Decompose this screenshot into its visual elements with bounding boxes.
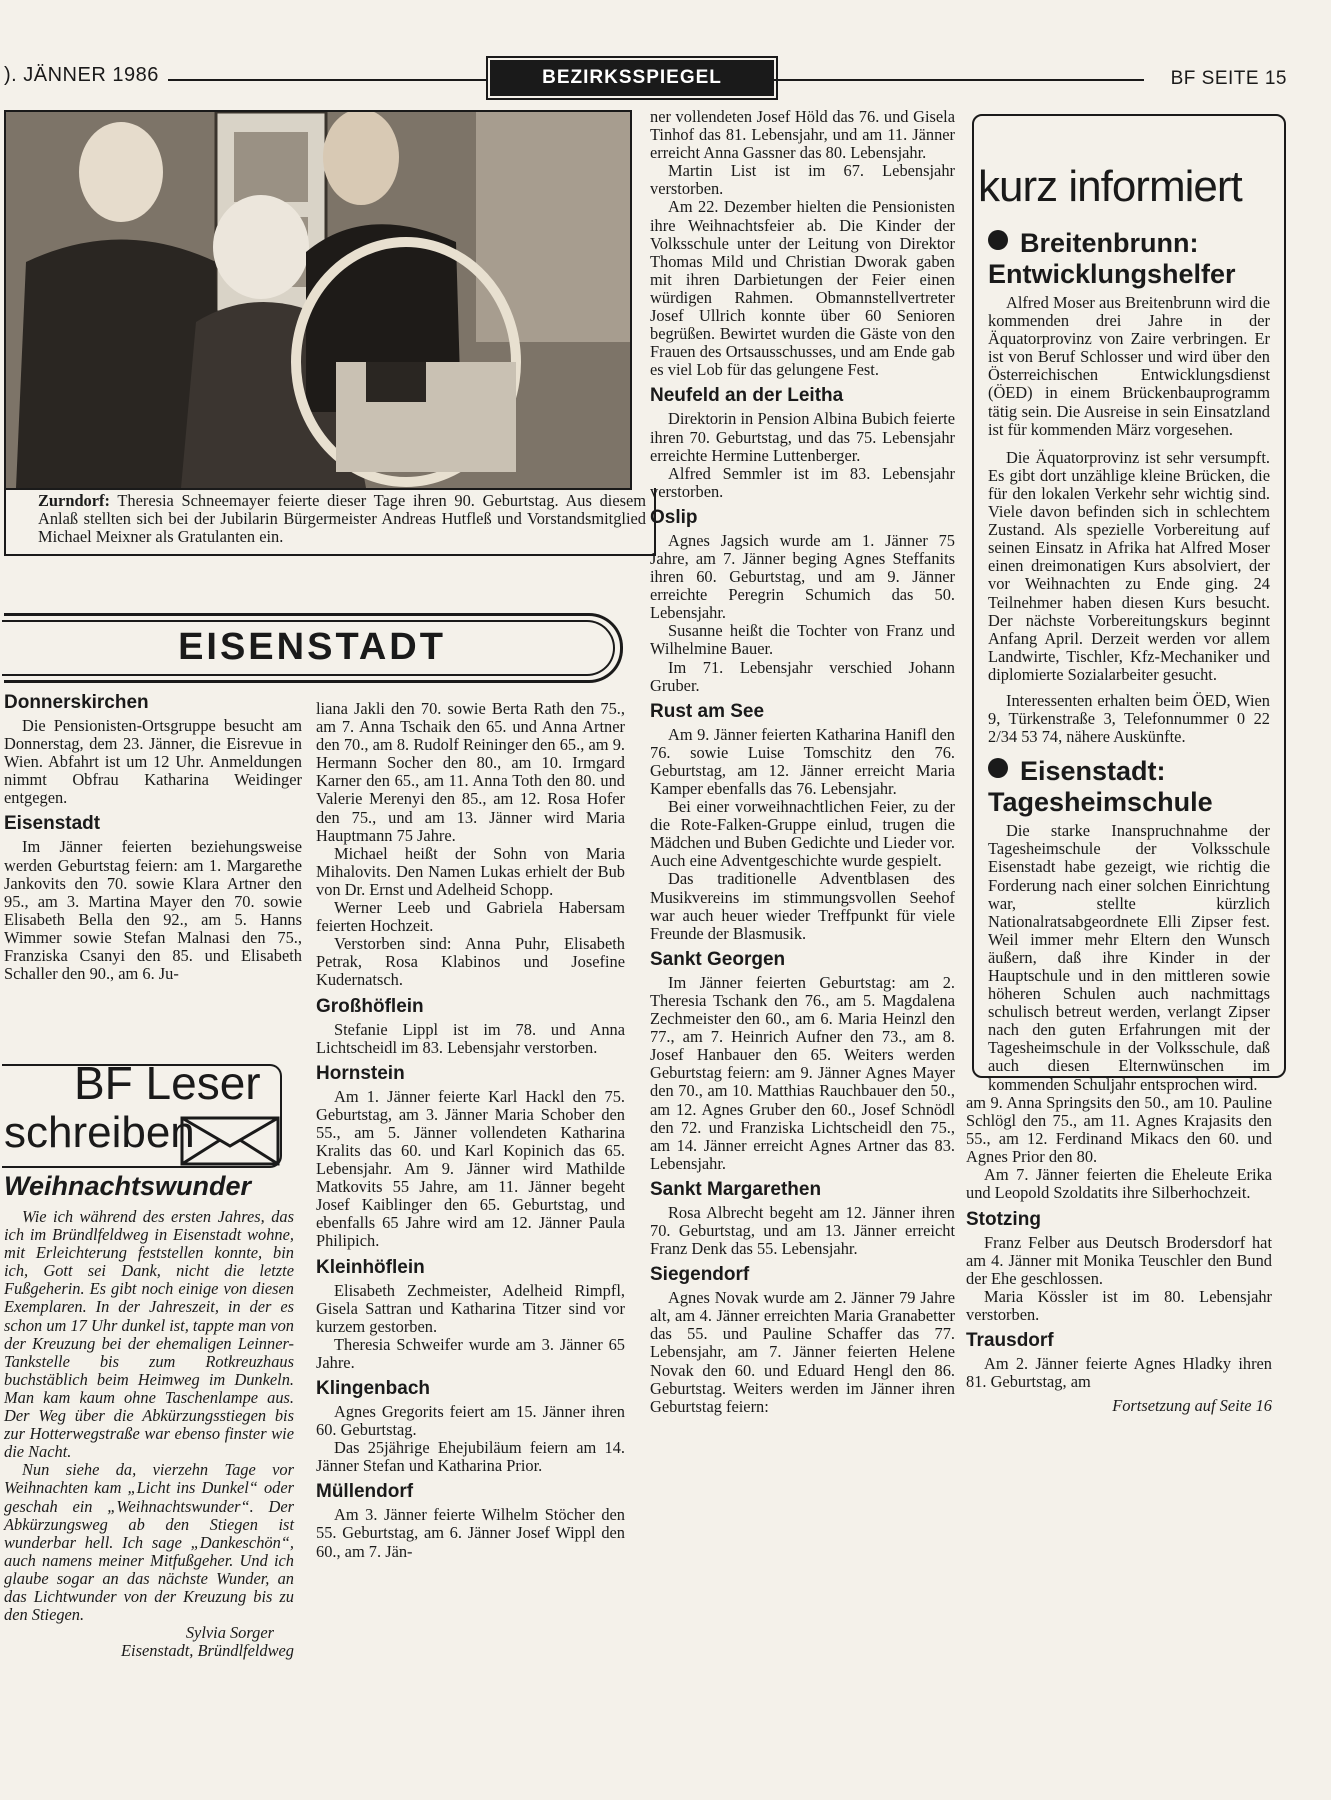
paragraph: Agnes Jagsich wurde am 1. Jänner 75 Jahre, am 7. Jänner beging Agnes Steffanits ihren 60. Geburtstag, und am 9. Jänner erreichte Peregrin Schumich das 50. Lebensjahr. xyxy=(650,530,955,623)
paragraph: Direktorin in Pension Albina Bubich feierte ihren 70. Geburtstag, und das 75. Lebensjahr erreichte Hermine Luttenberger. xyxy=(650,409,955,465)
banner-title: EISENSTADT xyxy=(178,626,446,668)
column-2 xyxy=(316,700,625,1561)
caption-title: Zurndorf: xyxy=(38,491,110,510)
heading-rust-am-see: Rust am See xyxy=(650,700,765,722)
paragraph: am 9. Anna Springsits den 50., am 10. Pauline Schlögl den 75., am 11. Agnes Krajasits den 55., am 12. Ferdinand Mikacs den 60. und Agnes Prior den 80. xyxy=(966,1093,1272,1167)
heading-siegendorf: Siegendorf xyxy=(650,1264,750,1286)
letter-signature: Sylvia Sorger xyxy=(185,1623,274,1643)
section-title: BEZIRKSSPIEGEL xyxy=(490,60,774,96)
paragraph: Im 71. Lebensjahr verschied Johann Gruber. xyxy=(650,657,955,695)
kurz-informiert-title: kurz informiert xyxy=(978,162,1242,211)
paragraph: Martin List ist im 67. Lebensjahr verstorben. xyxy=(650,161,955,199)
paragraph: Rosa Albrecht begeht am 12. Jänner ihren 70. Geburtstag, und am 13. Jänner erreicht Franz Denk das 55. Lebensjahr. xyxy=(650,1202,955,1259)
paragraph: Susanne heißt die Tochter von Franz und Wilhelmine Bauer. xyxy=(650,621,955,659)
heading-line-2: Tagesheimschule xyxy=(988,787,1213,818)
continuation-note: Fortsetzung auf Seite 16 xyxy=(1112,1396,1272,1416)
paragraph: Verstorben sind: Anna Puhr, Elisabeth Petrak, Rosa Klabinos und Josefine Kudernatsch. xyxy=(316,934,625,990)
paragraph: ner vollendeten Josef Höld das 76. und Gisela Tinhof das 81. Lebensjahr, und am 11. Jänner erreicht Anna Gassner das 80. Lebensjahr. xyxy=(650,107,955,163)
paragraph: Agnes Gregorits feiert am 15. Jänner ihren 60. Geburtstag. xyxy=(316,1402,625,1440)
paragraph: Michael heißt der Sohn von Maria Mihalovits. Den Namen Lukas erhielt der Bub von Dr. Ernst und Adelheid Schopp. xyxy=(316,843,625,899)
heading-line-2: Entwicklungshelfer xyxy=(988,259,1236,289)
paragraph: Franz Felber aus Deutsch Brodersdorf hat am 4. Jänner mit Monika Teuschler den Bund der Ehe geschlossen. xyxy=(966,1232,1272,1288)
eisenstadt-banner xyxy=(4,613,623,683)
paragraph: Am 3. Jänner feierte Wilhelm Stöcher den 55. Geburtstag, am 6. Jänner Josef Wippl den 60., am 7. Jän- xyxy=(316,1505,625,1561)
header-rule-left xyxy=(168,79,490,81)
paragraph: Die starke Inanspruchnahme der Tagesheimschule der Volksschule Eisenstadt habe gezeigt, wie richtig die Forderung nach einer solchen Einrichtung war, stellte kürzlich Nationalratsabgeordnete Elli Zipser fest. Weil immer mehr Eltern den Wunsch äußern, daß ihre Kinder in der Hauptschule und in den mittleren sowie höheren Schulen auch nachmittags schulisch betreut werden, verlangt Zipser nach den guten Erfahrungen mit der Tagesheimschule in der Volksschule, daß auch diesen Elternwünschen im kommenden Schuljahr entsprochen wird. xyxy=(988,821,1270,1094)
paragraph: Bei einer vorweihnachtlichen Feier, zu der die Rote-Falken-Gruppe einlud, trugen die Mädchen und Buben Gedichte und Lieder vor. Auch eine Adventgeschichte wurde gespielt. xyxy=(650,797,955,871)
issue-date: ). JÄNNER 1986 xyxy=(4,64,159,86)
heading-sankt-georgen: Sankt Georgen xyxy=(650,948,786,970)
paragraph: Am 7. Jänner feierten die Eheleute Erika und Leopold Szoldatits ihre Silberhochzeit. xyxy=(966,1165,1272,1203)
paragraph: Das 25jährige Ehejubiläum feiern am 14. Jänner Stefan und Katharina Prior. xyxy=(316,1438,625,1476)
article-heading-eisenstadt xyxy=(988,756,1270,818)
caption-text: Theresia Schneemayer feierte dieser Tage ihren 90. Geburtstag. Aus diesem Anlaß stellten sich bei der Jubilarin Bürgermeister Andreas Hutfleß und Vorstandsmitglied Michael Meixner als Gratulanten ein. xyxy=(38,491,647,547)
letter-signature-location: Eisenstadt, Bründlfeldweg xyxy=(121,1641,294,1661)
heading-stotzing: Stotzing xyxy=(966,1208,1041,1230)
bullet-icon xyxy=(988,758,1008,778)
heading-klingenbach: Klingenbach xyxy=(316,1378,431,1399)
paragraph: Maria Kössler ist im 80. Lebensjahr verstorben. xyxy=(966,1286,1272,1324)
column-1 xyxy=(4,692,302,983)
column-3 xyxy=(650,108,955,1416)
logo-bottom-text: schreiben xyxy=(4,1108,195,1157)
logo-top-text: BF Leser xyxy=(74,1057,261,1109)
heading-sankt-margarethen: Sankt Margarethen xyxy=(650,1178,822,1200)
paragraph: Am 22. Dezember hielten die Pensionisten ihre Weihnachtsfeier ab. Die Kinder der Volksschule unter der Leitung von Direktor Thomas Mild und Christian Dworak gaben mit ihren Darbietungen der Feier einen würdigen Rahmen. Obmannstellvertreter Josef Ullrich konnte über 60 Senioren begrüßen. Bewirtet wurden die Gäste von den Frauen des Ortsausschusses, und am Ende gab es viel Lob für das gelungene Fest. xyxy=(650,197,955,380)
paragraph: Theresia Schweifer wurde am 3. Jänner 65 Jahre. xyxy=(316,1334,625,1372)
paragraph: Die Äquatorprovinz ist sehr versumpft. Es gibt dort unzählige kleine Brücken, die für den lokalen Verkehr sehr wichtig sind. Viele davon befinden sich in schlechtem Zustand. Als spezielle Vorbereitung auf seinen Einsatz in Afrika hat Alfred Moser einen dreimonatigen Kurs absolviert, der vor Weihnachten zu Ende ging. 24 Teilnehmer haben diesen Kurs besucht. Der nächste Vorbereitungskurs beginnt Anfang April. Derzeit werden vor allem Landwirte, Tischler, Kfz-Mechaniker und diplomierte Sozialarbeiter gesucht. xyxy=(988,447,1270,684)
paragraph: Werner Leeb und Gabriela Habersam feierten Hochzeit. xyxy=(316,898,625,936)
bf-leser-schreiben-logo xyxy=(4,1058,284,1168)
heading-line-1: Eisenstadt: xyxy=(1020,756,1166,787)
photo-caption xyxy=(4,488,656,556)
heading-hornstein: Hornstein xyxy=(316,1062,405,1084)
heading-oslip: Oslip xyxy=(650,506,698,528)
heading-trausdorf: Trausdorf xyxy=(966,1330,1054,1352)
heading-donnerskirchen: Donnerskirchen xyxy=(4,692,149,713)
news-photo xyxy=(4,110,632,490)
paragraph: Im Jänner feierten Geburtstag: am 2. Theresia Tschank den 76., am 5. Magdalena Zechmeister den 60., am 6. Maria Heinzl den 77., am 7. Heinrich Aufner den 73., am 8. Josef Hanbauer den 65. Weiters werden Geburtstag feiern: am 9. Jänner Agnes Mayer den 70., am 10. Matthias Rauchbauer den 50., am 12. Agnes Gruber den 60., Josef Schnödl den 72. und Franziska Lichtscheidl den 75., am 14. Jänner erreicht Agnes Artner das 83. Lebensjahr. xyxy=(650,972,955,1173)
paragraph: Im Jänner feierten beziehungsweise werden Geburtstag feiern: am 1. Margarethe Jankovits den 70. sowie Klara Artner den 95., am 3. Martina Mayer den 70. sowie Elisabeth Bella den 92., am 5. Hanns Wimmer sowie Stefan Malnasi den 75., Franziska Csanyi den 85. und Elisabeth Schaller den 90., am 6. Ju- xyxy=(4,837,302,984)
paragraph: Interessenten erhalten beim ÖED, Wien 9, Türkenstraße 3, Telefonnummer 0 22 2/34 53 74, nähere Auskünfte. xyxy=(988,690,1270,747)
heading-eisenstadt: Eisenstadt xyxy=(4,813,101,835)
paragraph: Stefanie Lippl ist im 78. und Anna Lichtscheidl im 83. Lebensjahr verstorben. xyxy=(316,1019,625,1057)
heading-kleinhoeflein: Kleinhöflein xyxy=(316,1256,425,1278)
heading-muellendorf: Müllendorf xyxy=(316,1481,414,1503)
heading-line-1: Breitenbrunn: xyxy=(1020,228,1199,258)
letter-paragraph: Wie ich während des ersten Jahres, das ich im Bründlfeldweg in Eisenstadt wohne, mit Erleichterung feststellen konnte, bin ich, Gott sei Dank, nicht die letzte Fußgeherin. Es gibt noch einige von diesen Exemplaren. In der Jahreszeit, in der es schon um 17 Uhr dunkel ist, tappte man von der Kreuzung bei der ehemaligen Leinner-Tankstelle bis zum Rotkreuzhaus buchstäblich beim Heimweg im Dunkeln. Man kam kaum ohne Taschenlampe aus. Der Weg über die Abkürzungsstiegen bis zur Hotterwegstraße war ebenso finster wie die Nacht. xyxy=(4,1207,294,1462)
paragraph: Die Pensionisten-Ortsgruppe besucht am Donnerstag, dem 23. Jänner, die Eisrevue in Wien. Abfahrt ist um 12 Uhr. Anmeldungen nimmt Obfrau Katharina Weidinger entgegen. xyxy=(4,716,302,808)
heading-grosshoeflein: Großhöflein xyxy=(316,995,424,1017)
letter-paragraph: Nun siehe da, vierzehn Tage vor Weihnachten kam „Licht ins Dunkel“ oder geschah ein „Weihnachtswunder“. Der Abkürzungsweg ab den Stiegen ist wunderbar hell. Ich sage „Dankeschön“, auch namens meiner Mitfußgeher. Und ich glaube sogar an das nächste Wunder, an das Lichtwunder von der Kreuzung bis zu den Stiegen. xyxy=(4,1460,294,1625)
paragraph: Alfred Moser aus Breitenbrunn wird die kommenden drei Jahre in der Äquatorprovinz von Zaire verbringen. Er ist von Beruf Schlosser und wird über den Österreichischen Entwicklungsdienst (ÖED) in einem Brückenbauprogramm tätig sein. Die Ausreise in sein Einsatzland ist für kommenden März vorgesehen. xyxy=(988,293,1270,439)
header-rule-right xyxy=(774,79,1144,81)
paragraph: Das traditionelle Adventblasen des Musikvereins im stimmungsvollen Seehof war auch heuer wieder Treffpunkt für viele Freunde der Blasmusik. xyxy=(650,869,955,943)
letter-title: Weihnachtswunder xyxy=(4,1171,252,1201)
paragraph: Elisabeth Zechmeister, Adelheid Rimpfl, Gisela Sattran und Katharina Titzer sind vor kurzem gestorben. xyxy=(316,1280,625,1336)
photo-illustration xyxy=(6,112,630,488)
paragraph: Am 1. Jänner feierte Karl Hackl den 75. Geburtstag, am 3. Jänner Maria Schober den 55., am 5. Jänner vollendeten Katharina Kralits das 60. und Karl Kopinich das 65. Lebensjahr. Am 9. Jänner wird Mathilde Matkovits 55 Jahre, am 11. Jänner begeht Josef Kaiblinger den 65. Geburtstag, und ebenfalls 65 Jahre wird am 12. Jänner Paula Philipich. xyxy=(316,1086,625,1251)
article-heading-breitenbrunn xyxy=(988,228,1270,290)
letter-to-editor xyxy=(4,1170,294,1660)
column-4 xyxy=(966,1094,1272,1415)
paragraph: liana Jakli den 70. sowie Berta Rath den 75., am 7. Anna Tschaik den 65. und Anna Artner den 70., am 8. Rudolf Reininger den 65., am 9. Hermann Socher den 80., am 10. Irmgard Karner den 65., am 11. Anna Toth den 80. und Valerie Merenyi den 85., am 12. Rosa Hofer den 75., und am 13. Jänner wird Maria Hauptmann 75 Jahre. xyxy=(316,699,625,845)
page-number: BF SEITE 15 xyxy=(1170,68,1287,89)
paragraph: Am 2. Jänner feierte Agnes Hladky ihren 81. Geburtstag, am xyxy=(966,1354,1272,1392)
paragraph: Agnes Novak wurde am 2. Jänner 79 Jahre alt, am 4. Jänner erreichten Maria Granabetter das 55. und Pauline Schaffer das 77. Lebensjahr, am 7. Jänner feierten Helene Novak den 60. und Eduard Hengl den 86. Geburtstag. Weiters werden im Jänner ihren Geburtstag feiern: xyxy=(650,1288,955,1416)
envelope-icon xyxy=(180,1116,280,1166)
heading-neufeld: Neufeld an der Leitha xyxy=(650,385,844,407)
paragraph: Alfred Semmler ist im 83. Lebensjahr verstorben. xyxy=(650,463,955,501)
bullet-icon xyxy=(988,230,1008,250)
paragraph: Am 9. Jänner feierten Katharina Hanifl den 76. sowie Luise Tomschitz den 76. Geburtstag, am 12. Jänner erreicht Maria Kamper ebenfalls das 76. Lebensjahr. xyxy=(650,724,955,798)
kurz-informiert-content xyxy=(988,222,1270,1094)
